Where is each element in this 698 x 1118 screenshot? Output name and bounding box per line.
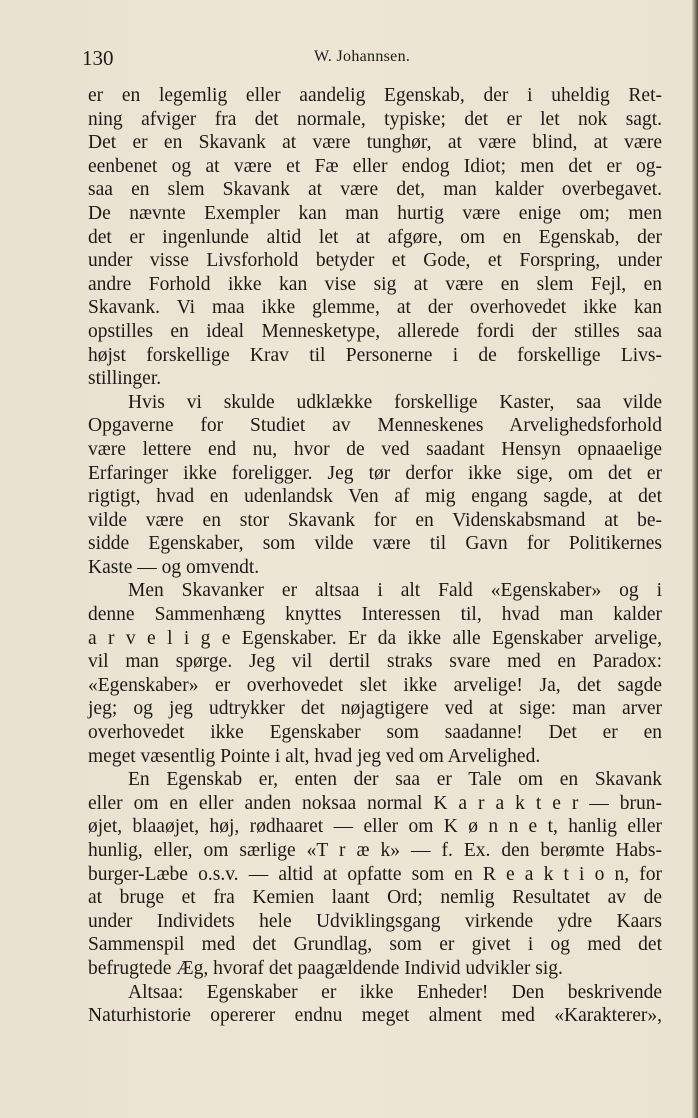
text-line: vil man spørge. Jeg vil dertil straks svare med en Paradox:: [88, 651, 662, 673]
text-line: vilde være en stor Skavank for en Videnskabsmand at be-: [88, 509, 662, 531]
text-line: andre Forhold ikke kan vise sig at være en slem Fejl, en: [88, 273, 662, 295]
text-line: under Individets hele Udviklingsgang virkende ydre Kaars: [88, 910, 662, 932]
text-line: burger-Læbe o.s.v. — altid at opfatte som en R e a k t i o n, for: [88, 863, 662, 885]
text-line: sidde Egenskaber, som vilde være til Gavn for Politikernes: [88, 533, 662, 555]
text-line: «Egenskaber» er overhovedet slet ikke arvelige! Ja, det sagde: [88, 674, 662, 696]
text-line: hunlig, eller, om særlige «T r æ k» — f. Ex. den berømte Habs-: [88, 840, 662, 861]
page-header: [82, 44, 658, 74]
text-line: befrugtede Æg, hvoraf det paagældende Individ udvikler sig.: [88, 957, 563, 979]
text-line: De nævnte Exempler kan man hurtig være enige om; men: [88, 202, 662, 224]
text-line: er en legemlig eller aandelig Egenskab, der i uheldig Ret-: [88, 85, 662, 106]
text-line: ning afviger fra det normale, typiske; det er let nok sagt.: [88, 108, 662, 130]
text-line: opstilles en ideal Mennesketype, allerede fordi der stilles saa: [88, 320, 662, 342]
text-line: under visse Livsforhold betyder et Gode, et Forspring, under: [88, 250, 662, 272]
text-line: Men Skavanker er altsaa i alt Fald «Egenskaber» og i: [128, 580, 662, 602]
text-line: En Egenskab er, enten der saa er Tale om en Skavank: [128, 769, 662, 791]
text-line: øjet, blaaøjet, høj, rødhaaret — eller om K ø n n e t, hanlig eller: [88, 816, 662, 838]
text-line: højst forskellige Krav til Personerne i de forskellige Livs-: [88, 344, 662, 366]
text-line: denne Sammenhæng knyttes Interessen til, hvad man kalder: [88, 604, 662, 626]
text-line: saa en slem Skavank at være det, man kalder overbegavet.: [88, 179, 662, 201]
text-line: Naturhistorie opererer endnu meget alment med «Karakterer»,: [88, 1005, 662, 1027]
text-line: eenbenet og at være et Fæ eller endog Idiot; men det er og-: [88, 155, 662, 177]
text-line: meget væsentlig Pointe i alt, hvad jeg ved om Arvelighed.: [88, 745, 541, 767]
text-line: Opgaverne for Studiet av Menneskenes Arvelighedsforhold: [88, 415, 662, 437]
text-line: Det er en Skavank at være tunghør, at være blind, at være: [88, 132, 662, 154]
body-text: [88, 84, 662, 1028]
text-line: Erfaringer ikke foreligger. Jeg tør derfor ikke sige, om det er: [88, 462, 662, 484]
running-head: W. Johannsen.: [314, 48, 411, 65]
text-line: at bruge et fra Kemien laant Ord; nemlig Resultatet av de: [88, 887, 662, 909]
text-line: Hvis vi skulde udklække forskellige Kaster, saa vilde: [128, 391, 662, 413]
page-edge-shadow: [692, 0, 698, 1118]
text-line: Skavank. Vi maa ikke glemme, at der overhovedet ikke kan: [88, 297, 662, 319]
text-line: overhovedet ikke Egenskaber som saadanne! Det er en: [88, 722, 662, 744]
text-line: a r v e l i g e Egenskaber. Er da ikke alle Egenskaber arvelige,: [88, 627, 662, 649]
text-line: eller om en eller anden noksaa normal K a r a k t e r — brun-: [88, 792, 662, 814]
text-line: jeg; og jeg udtrykker det nøjagtigere ved at sige: man arver: [88, 698, 662, 720]
text-line: Kaste — og omvendt.: [88, 556, 260, 578]
text-line: Altsaa: Egenskaber er ikke Enheder! Den beskrivende: [128, 981, 662, 1003]
text-line: Sammenspil med det Grundlag, som er givet i og med det: [88, 934, 662, 956]
text-line: det er ingenlunde altid let at afgøre, om en Egenskab, der: [88, 226, 662, 248]
text-line: rigtigt, hvad en udenlandsk Ven af mig engang sagde, at det: [88, 486, 662, 508]
text-line: stillinger.: [88, 368, 162, 390]
page-number: 130: [82, 46, 114, 70]
text-line: være lettere end nu, hvor de ved saadant Hensyn opnaaelige: [88, 438, 662, 460]
